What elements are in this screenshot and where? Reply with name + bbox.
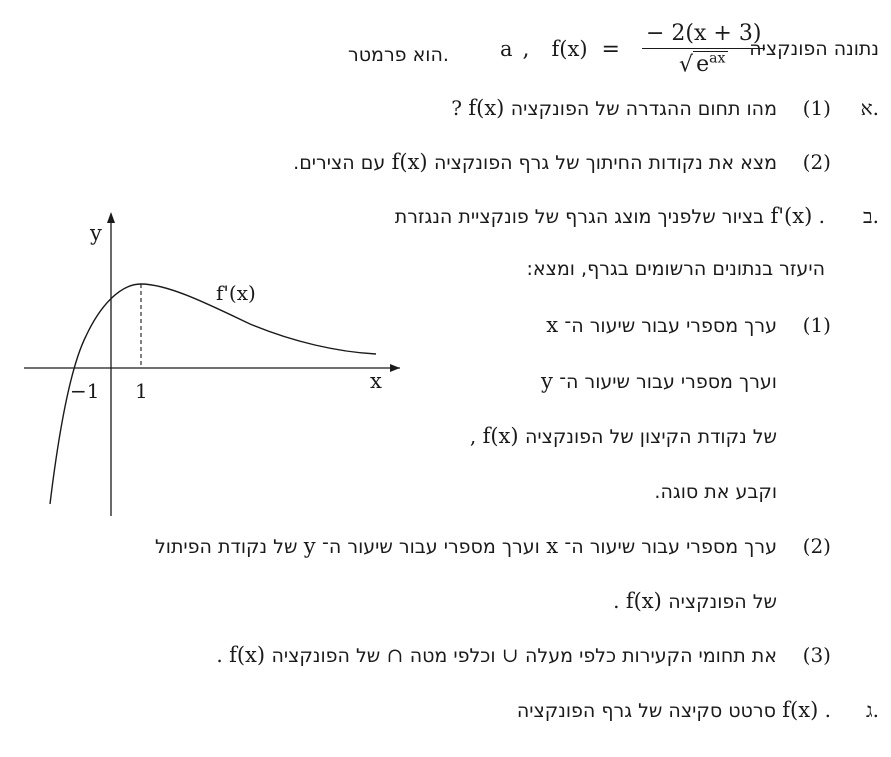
part-b-q2-line1-a: ערך מספרי עבור שיעור ה־	[564, 536, 777, 558]
part-a-q1-num: (1)	[802, 96, 831, 120]
formula-denominator	[679, 49, 728, 77]
part-b-q1-line1	[546, 313, 777, 338]
part-b-q2-num: (2)	[802, 534, 831, 558]
formula-separator: ,	[522, 36, 530, 62]
part-b-q3-end: .	[216, 643, 223, 667]
function-formula	[500, 14, 765, 84]
part-b-q1-line2-var: y	[540, 369, 553, 393]
formula-lhs: f(x)	[551, 37, 588, 61]
formula-numerator: − 2(x + 3)	[642, 21, 765, 49]
part-b-q3-text	[216, 643, 777, 668]
part-b-q1-line2	[541, 369, 777, 394]
part-a-q2-end: עם הצירים.	[293, 152, 386, 174]
part-b-label: ב.	[863, 204, 879, 228]
intro-line	[749, 36, 879, 61]
curve-label: f'(x)	[216, 281, 256, 305]
part-b-q1-line4: וקבע את סוגה.	[654, 481, 777, 503]
part-b-q1-line3-text: של נקודת הקיצון של הפונקציה	[524, 426, 777, 448]
tick-label-neg1: −1	[70, 379, 100, 403]
part-a-q2-text	[293, 150, 777, 175]
part-b-q1-line1-var: x	[546, 313, 559, 337]
part-b-intro-text: בציור שלפניך מוצג הגרף של פונקציית הנגזרת	[394, 206, 765, 228]
concave-down-symbol: ∩	[386, 643, 404, 667]
part-b-q1-line3	[470, 424, 777, 449]
part-a-q1-text	[451, 96, 777, 121]
part-b-q2-line1-x: x	[546, 534, 559, 558]
y-axis-label: y	[90, 221, 102, 245]
part-c-label: ג.	[866, 698, 879, 722]
part-b-intro-end: .	[818, 204, 825, 228]
concave-up-symbol: ∪	[501, 643, 519, 667]
part-a-q2-body: מצא את נקודות החיתוך של גרף הפונקציה	[434, 152, 777, 174]
part-b-q2-line2-text: של הפונקציה	[668, 591, 777, 613]
param-description: הוא פרמטר.	[348, 44, 449, 66]
part-b-q3-fx: f(x)	[229, 643, 266, 667]
x-axis-label: x	[370, 369, 382, 393]
part-b-q2-line1-b: וערך מספרי עבור שיעור ה־	[322, 536, 540, 558]
formula-param-var: a	[500, 37, 513, 61]
formula-equals: =	[601, 36, 620, 62]
part-b-q1-line3-end: ,	[469, 424, 477, 448]
part-b-q1-num: (1)	[802, 313, 831, 337]
part-a-q1-end: ?	[451, 96, 463, 120]
denominator-exponent: ax	[709, 50, 726, 67]
part-a-q1-fx: f(x)	[468, 96, 505, 120]
part-c-text	[517, 698, 831, 723]
part-b-q3-text-c: של הפונקציה	[271, 645, 381, 667]
x-axis-arrow	[390, 364, 400, 372]
part-a-q1-body: מהו תחום ההגדרה של הפונקציה	[510, 98, 777, 120]
part-b-q1-line3-fx: f(x)	[482, 424, 519, 448]
part-b-q1-line1-text: ערך מספרי עבור שיעור ה־	[564, 315, 777, 337]
intro-function-text: נתונה הפונקציה	[749, 38, 879, 60]
sqrt-radicand	[693, 51, 728, 77]
formula-fraction	[642, 21, 765, 77]
part-c-end: .	[824, 698, 831, 722]
part-b-intro-fx: f'(x)	[770, 204, 813, 228]
y-axis-arrow	[107, 212, 115, 223]
part-b-q3-num: (3)	[802, 643, 831, 667]
part-b-q3-text-a: את תחומי הקעירות כלפי מעלה	[525, 645, 777, 667]
part-a-q2-num: (2)	[802, 150, 831, 174]
part-b-q2-line1-y: y	[303, 534, 316, 558]
part-b-q2-line2-fx: f(x)	[625, 589, 662, 613]
denominator-base: e	[696, 52, 710, 78]
tick-label-1: 1	[135, 379, 148, 403]
part-c-body: סרטט סקיצה של גרף הפונקציה	[516, 700, 776, 722]
part-b-q2-line2	[613, 589, 777, 614]
part-c-fx: f(x)	[782, 698, 819, 722]
part-b-q2-line2-end: .	[613, 589, 620, 613]
part-a-label: א.	[860, 96, 879, 120]
derivative-graph	[18, 208, 408, 520]
part-b-q1-line2-text: וערך מספרי עבור שיעור ה־	[559, 371, 777, 393]
part-b-use-data: היעזר בנתונים הרשומים בגרף, ומצא:	[526, 258, 825, 280]
part-a-q2-fx: f(x)	[391, 150, 428, 174]
part-b-q2-line1	[155, 534, 777, 559]
sqrt-symbol: √	[679, 52, 694, 78]
part-b-intro	[395, 204, 825, 229]
part-b-q3-text-b: וכלפי מטה	[409, 645, 496, 667]
part-b-q2-line1-c: של נקודת הפיתול	[154, 536, 298, 558]
